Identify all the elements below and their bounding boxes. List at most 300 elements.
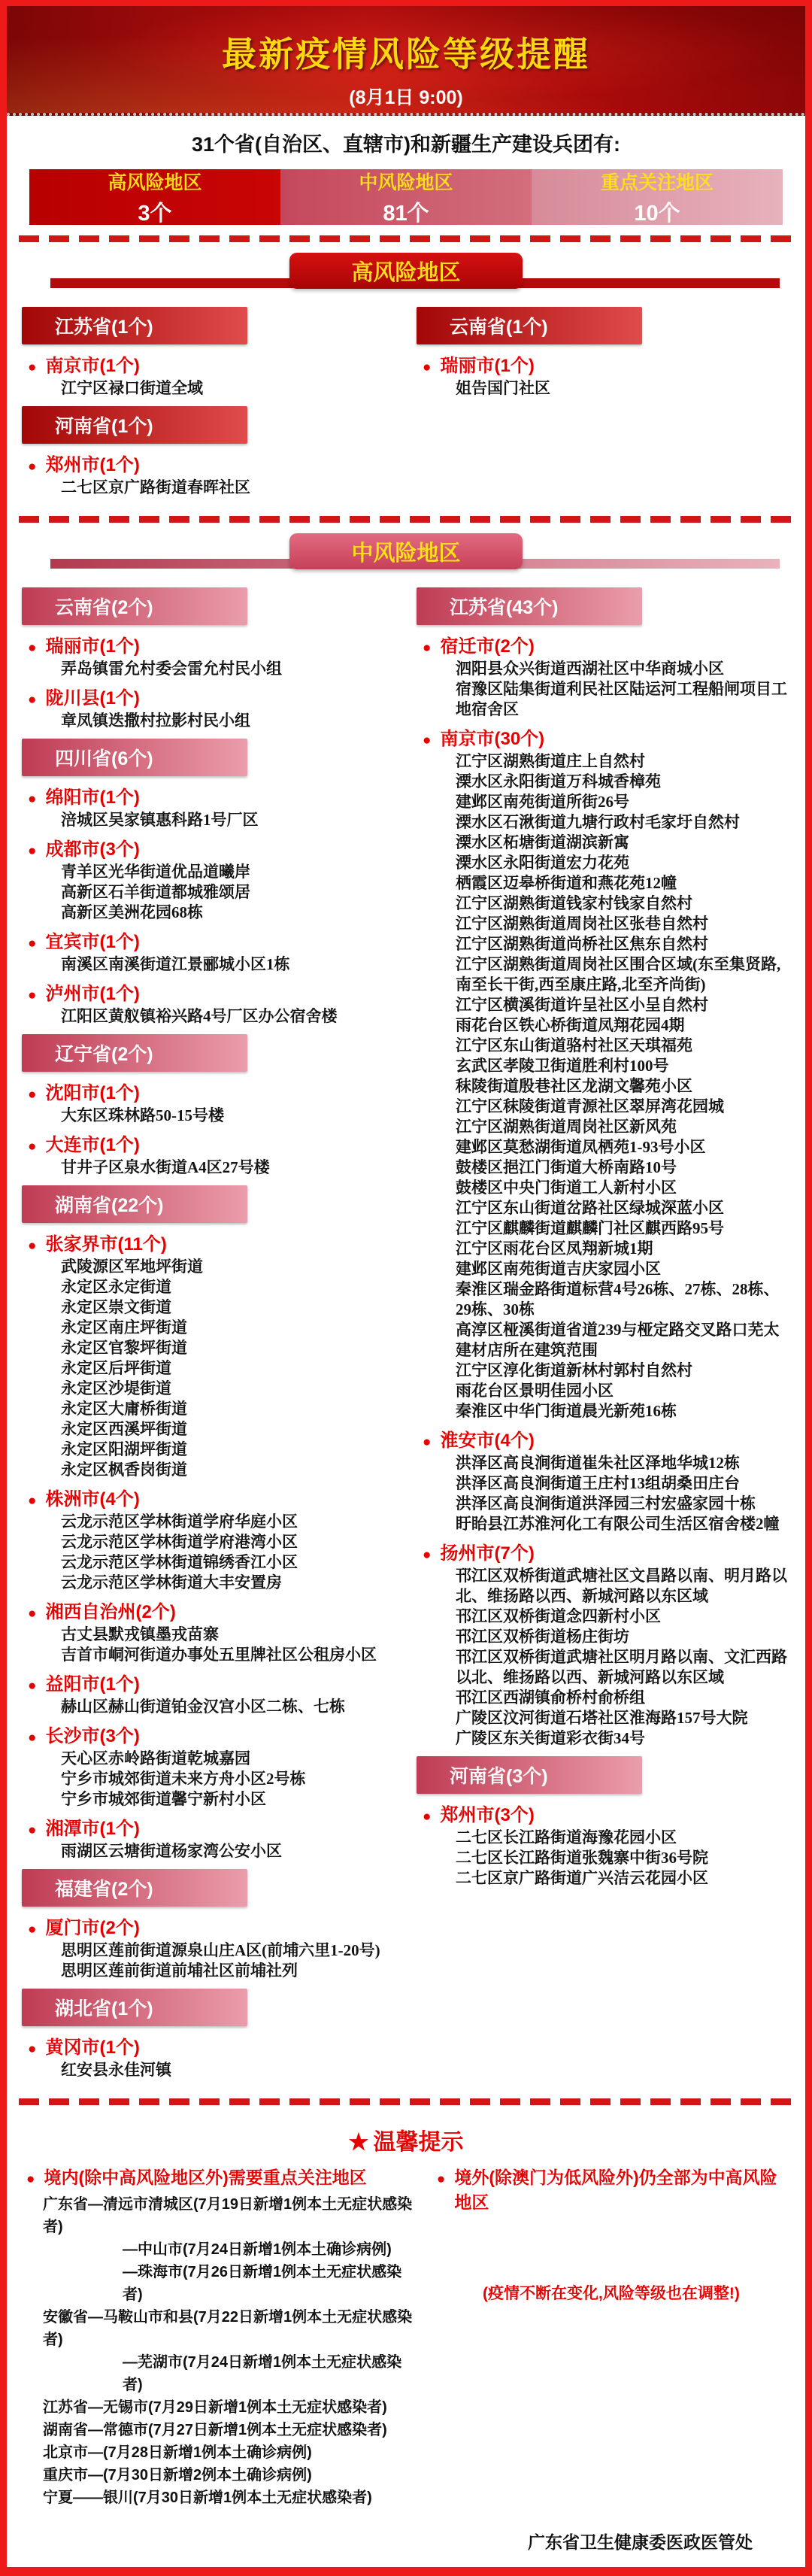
tips-heading-line <box>26 2164 417 2189</box>
area-item: 江宁区麒麟街道麒麟门社区麒西路95号 <box>456 1219 724 1237</box>
city-name: 宿迁市(2个) <box>440 636 535 657</box>
tips-overseas-heading: 境外(除澳门为低风险外)仍全部为中高风险地区 <box>454 2168 777 2212</box>
area-item: 永定区官黎坪街道 <box>61 1339 187 1357</box>
province-header <box>417 587 642 625</box>
area-item: 云龙示范区学林街道学府港湾小区 <box>61 1533 298 1551</box>
stat-label: 高风险地区 <box>108 171 202 193</box>
province-cities <box>22 782 398 1027</box>
province-cities <box>22 1229 398 1861</box>
area-item: 广陵区东关街道彩衣街34号 <box>456 1729 645 1747</box>
area-item: 宿豫区陆集街道利民社区陆运河工程船闸项目工地宿舍区 <box>456 680 787 718</box>
province-group <box>22 1989 398 2080</box>
province-cities <box>417 1800 793 1889</box>
city-name: 淮安市(4个) <box>440 1431 535 1451</box>
area-item: 雨湖区云塘街道杨家湾公安小区 <box>61 1842 282 1860</box>
section-title-badge: 中风险地区 <box>289 533 523 569</box>
city-line <box>423 1800 793 1826</box>
city-name: 大连市(1个) <box>45 1135 140 1155</box>
bullet-icon: ● <box>28 1087 37 1103</box>
area-item: 江宁区横溪街道许呈社区小呈自然村 <box>456 996 708 1014</box>
city-name: 瑞丽市(1个) <box>45 636 140 657</box>
city-line <box>28 1130 398 1156</box>
area-item: 江宁区秣陵街道青源社区翠屏湾花园城 <box>456 1097 724 1115</box>
area-item: 红安县永佳河镇 <box>61 2061 171 2079</box>
section-head <box>7 533 805 580</box>
city-areas <box>61 1625 398 1665</box>
city-areas <box>456 1453 793 1534</box>
area-item: 江宁区东山街道骆村社区天琪福苑 <box>456 1036 692 1054</box>
bullet-icon: ● <box>28 640 37 656</box>
tip-item: —芜湖市(7月24日新增1例本土无症状感染者) <box>123 2354 402 2393</box>
province-group <box>22 406 398 498</box>
area-item: 姐告国门社区 <box>456 379 550 397</box>
city-group <box>417 1800 793 1889</box>
city-line <box>28 834 398 860</box>
area-item: 溧水区永阳街道宏力花苑 <box>456 854 629 872</box>
area-item: 鼓楼区挹江门街道大桥南路10号 <box>456 1158 677 1176</box>
city-areas <box>456 1566 793 1749</box>
city-areas <box>61 1749 398 1810</box>
province-cities <box>22 1913 398 1981</box>
area-item: 江宁区湖熟街道尚桥社区焦东自然村 <box>456 935 708 953</box>
area-item: 江宁区湖熟街道周岗社区张巷自然村 <box>456 915 708 933</box>
province-group <box>22 1185 398 1861</box>
column-left <box>11 580 406 2088</box>
high-risk-section <box>7 253 805 505</box>
province-cities <box>22 350 398 399</box>
province-group <box>417 587 793 1749</box>
city-line <box>28 1913 398 1939</box>
province-header <box>22 1185 247 1223</box>
city-line <box>423 1538 793 1564</box>
area-item: 玄武区孝陵卫街道胜利村100号 <box>456 1057 669 1075</box>
area-item: 雨花台区铁心桥街道凤翔花园4期 <box>456 1016 685 1034</box>
area-item: 江阳区黄舣镇裕兴路4号厂区办公宿舍楼 <box>61 1007 338 1025</box>
city-name: 湘西自治州(2个) <box>45 1602 176 1622</box>
province-cities <box>417 631 793 1749</box>
area-item: 二七区京广路街道春晖社区 <box>61 478 250 496</box>
page-title: 最新疫情风险等级提醒 <box>222 35 590 74</box>
city-areas <box>61 2060 398 2080</box>
city-areas <box>456 378 793 399</box>
bullet-icon: ● <box>28 459 37 475</box>
area-item: 溧水区永阳街道万科城香樟苑 <box>456 772 661 790</box>
area-item: 江宁区湖熟街道庄上自然村 <box>456 752 645 770</box>
city-group <box>22 782 398 830</box>
city-name: 扬州市(7个) <box>440 1543 535 1564</box>
province-label: 江苏省(1个) <box>55 317 153 338</box>
bullet-icon: ● <box>436 2171 446 2187</box>
area-item: 永定区崇文街道 <box>61 1298 171 1316</box>
area-item: 盱眙县江苏淮河化工有限公司生活区宿舍楼2幢 <box>456 1515 780 1533</box>
province-group <box>22 587 398 731</box>
header-date: (8月1日 9:00) <box>349 87 463 108</box>
city-line <box>28 631 398 657</box>
area-item: 云龙示范区学林街道大丰安置房 <box>61 1573 282 1591</box>
city-group <box>22 1813 398 1861</box>
area-item: 宁乡市城郊街道未来方舟小区2号栋 <box>61 1770 306 1788</box>
tip-item: —珠海市(7月26日新增1例本土无症状感染者) <box>123 2264 402 2303</box>
city-areas <box>61 1512 398 1593</box>
area-item: 江宁区湖熟街道周岗社区围合区域(东至集贤路,南至长干街,西至康庄路,北至齐尚街) <box>456 955 781 994</box>
bullet-icon: ● <box>28 843 37 859</box>
area-item: 青羊区光华街道优品道曦岸 <box>61 863 250 881</box>
dashed-divider <box>19 235 793 242</box>
city-group <box>22 1484 398 1593</box>
area-item: 洪泽区高良涧街道崔朱社区泽地华城12栋 <box>456 1454 740 1472</box>
tip-item: 宁夏——银川(7月30日新增1例本土无症状感染者) <box>43 2490 372 2506</box>
city-line <box>28 683 398 709</box>
city-group <box>22 1229 398 1480</box>
province-group <box>417 1756 793 1889</box>
city-group <box>22 683 398 731</box>
stat-key-attention <box>532 169 783 225</box>
city-name: 成都市(3个) <box>45 839 140 860</box>
province-group <box>417 307 793 399</box>
column-right <box>406 580 801 1896</box>
tip-item: 广东省—清远市清城区(7月19日新增1例本土无症状感染者) <box>43 2196 413 2235</box>
area-item: 甘井子区泉水街道A4区27号楼 <box>61 1158 270 1176</box>
city-line <box>28 1078 398 1104</box>
tip-item: 湖南省—常德市(7月27日新增1例本土无症状感染者) <box>43 2422 387 2438</box>
area-item: 秦淮区瑞金路街道标营4号26栋、27栋、28栋、29栋、30栋 <box>456 1280 780 1318</box>
area-item: 武陵源区军地坪街道 <box>61 1258 203 1276</box>
city-areas <box>61 1158 398 1178</box>
province-header <box>417 1756 642 1794</box>
area-item: 邗江区双桥街道武塘社区文昌路以南、明月路以北、维扬路以西、新城河路以东区域 <box>456 1567 787 1605</box>
area-item: 溧水区石湫街道九塘行政村毛家圩自然村 <box>456 813 740 831</box>
risk-summary-row <box>29 169 783 225</box>
star-icon: ★ <box>348 2130 369 2155</box>
stat-count: 3个 <box>138 201 172 226</box>
issuer-signature: 广东省卫生健康委医政医管处 <box>528 2533 753 2552</box>
province-header <box>22 307 247 344</box>
area-item: 天心区赤岭路街道乾城嘉园 <box>61 1749 250 1767</box>
area-item: 弄岛镇雷允村委会雷允村民小组 <box>61 660 282 678</box>
city-name: 株洲市(4个) <box>45 1489 140 1509</box>
area-item: 章凤镇迭撒村拉影村民小组 <box>61 712 250 730</box>
bullet-icon: ● <box>28 2041 37 2057</box>
stat-medium-risk <box>280 169 532 225</box>
city-areas <box>61 954 398 975</box>
city-areas <box>61 1257 398 1480</box>
province-header <box>22 1989 247 2026</box>
city-name: 厦门市(2个) <box>45 1918 140 1938</box>
tip-item: 安徽省—马鞍山市和县(7月22日新增1例本土无症状感染者) <box>43 2309 413 2348</box>
area-item: 高新区石羊街道都城雅颂居 <box>61 883 250 901</box>
province-label: 河南省(1个) <box>55 416 153 437</box>
area-item: 赫山区赫山街道铂金汉宫小区二栋、七栋 <box>61 1698 345 1716</box>
stat-count: 10个 <box>634 201 680 226</box>
section-title-badge: 高风险地区 <box>289 253 523 289</box>
area-item: 溧水区柘塘街道湖滨新寓 <box>456 833 629 851</box>
area-item: 洪泽区高良涧街道洪泽园三村宏盛家园十栋 <box>456 1494 756 1513</box>
column-left <box>11 299 406 505</box>
area-item: 永定区沙堤街道 <box>61 1379 171 1397</box>
bullet-icon: ● <box>28 1606 37 1622</box>
province-header <box>417 307 642 344</box>
tips-note: (疫情不断在变化,风险等级也在调整!) <box>483 2285 740 2302</box>
section-columns <box>7 580 805 2088</box>
city-group <box>417 350 793 399</box>
city-name: 宜宾市(1个) <box>45 932 140 952</box>
province-cities <box>22 631 398 731</box>
area-item: 二七区京广路街道广兴洁云花园小区 <box>456 1869 708 1887</box>
area-item: 思明区莲前街道源泉山庄A区(前埔六里1-20号) <box>61 1941 380 1959</box>
province-group <box>22 1034 398 1178</box>
province-label: 云南省(2个) <box>55 597 153 618</box>
area-item: 邗江区双桥街道念四新村小区 <box>456 1607 661 1625</box>
stat-label: 重点关注地区 <box>600 171 714 193</box>
province-cities <box>22 2032 398 2080</box>
city-name: 南京市(1个) <box>45 356 140 376</box>
bullet-icon: ● <box>28 791 37 807</box>
tip-item: 重庆市—(7月30日新增2例本土确诊病例) <box>43 2467 312 2483</box>
intro-text: 31个省(自治区、直辖市)和新疆生产建设兵团有: <box>191 133 620 156</box>
tips-heading-line <box>437 2164 786 2213</box>
city-group <box>22 1597 398 1665</box>
city-areas <box>456 751 793 1422</box>
area-item: 广陵区汶河街道石塔社区淮海路157号大院 <box>456 1709 748 1727</box>
area-item: 大东区珠林路50-15号楼 <box>61 1106 224 1124</box>
city-group <box>22 1913 398 1981</box>
tip-item: 江苏省—无锡市(7月29日新增1例本土无症状感染者) <box>43 2399 387 2416</box>
city-group <box>22 2032 398 2080</box>
bullet-icon: ● <box>28 1922 37 1937</box>
area-item: 永定区永定街道 <box>61 1278 171 1296</box>
stat-count: 81个 <box>383 201 429 226</box>
area-item: 南溪区南溪街道江景郦城小区1栋 <box>61 955 290 973</box>
area-item: 永定区枫香岗街道 <box>61 1461 187 1479</box>
city-name: 郑州市(1个) <box>45 455 140 475</box>
bullet-icon: ● <box>28 1139 37 1154</box>
city-group <box>22 927 398 975</box>
city-areas <box>61 1841 398 1861</box>
header-banner <box>7 6 805 116</box>
city-group <box>417 1538 793 1749</box>
province-header <box>22 1034 247 1072</box>
province-label: 四川省(6个) <box>55 748 153 769</box>
area-item: 二七区长江路街道张魏寨中街36号院 <box>456 1849 708 1867</box>
city-line <box>28 350 398 377</box>
area-item: 洪泽区高良涧街道王庄村13组胡桑田庄台 <box>456 1474 740 1492</box>
section-columns <box>7 299 805 505</box>
area-item: 高新区美洲花园68栋 <box>61 903 203 921</box>
city-name: 郑州市(3个) <box>440 1805 535 1825</box>
area-item: 永定区阳湖坪街道 <box>61 1440 187 1458</box>
city-group <box>22 350 398 399</box>
area-item: 江宁区湖熟街道周岗社区新风苑 <box>456 1118 677 1136</box>
city-areas <box>456 1828 793 1889</box>
city-line <box>28 782 398 809</box>
city-areas <box>61 1940 398 1981</box>
city-group <box>417 631 793 720</box>
column-right <box>406 299 801 406</box>
city-line <box>28 1229 398 1255</box>
province-label: 湖北省(1个) <box>55 1998 153 2019</box>
province-group <box>22 307 398 399</box>
area-item: 永定区后坪街道 <box>61 1359 171 1377</box>
dashed-divider <box>19 2098 793 2105</box>
city-group <box>22 450 398 498</box>
province-cities <box>22 450 398 498</box>
area-item: 江宁区淳化街道新林村郭村自然村 <box>456 1361 692 1379</box>
area-item: 永定区南庄坪街道 <box>61 1318 187 1337</box>
city-group <box>22 979 398 1027</box>
area-item: 二七区长江路街道海豫花园小区 <box>456 1828 677 1846</box>
tips-title-text: 温馨提示 <box>373 2130 464 2155</box>
area-item: 建邺区莫愁湖街道凤栖苑1-93号小区 <box>456 1138 706 1156</box>
city-areas <box>61 1006 398 1027</box>
poster-frame <box>7 6 805 2567</box>
city-line <box>28 1484 398 1510</box>
province-group <box>22 739 398 1027</box>
area-item: 涪城区吴家镇惠科路1号厂区 <box>61 811 259 829</box>
bullet-icon: ● <box>423 1434 432 1450</box>
tips-domestic-list <box>26 2193 417 2509</box>
area-item: 吉首市峒河街道办事处五里牌社区公租房小区 <box>61 1646 377 1664</box>
province-label: 湖南省(22个) <box>55 1195 164 1216</box>
area-item: 泗阳县众兴街道西湖社区中华商城小区 <box>456 660 724 678</box>
area-item: 高淳区桠溪街道省道239与桠定路交叉路口芜太建材店所在建筑范围 <box>456 1321 780 1359</box>
area-item: 思明区莲前街道前埔社区前埔社列 <box>61 1962 298 1980</box>
bullet-icon: ● <box>28 936 37 951</box>
city-areas <box>61 810 398 830</box>
city-group <box>22 834 398 923</box>
tips-domestic-heading: 境内(除中高风险地区外)需要重点关注地区 <box>44 2168 367 2187</box>
area-item: 云龙示范区学林街道锦绣香江小区 <box>61 1553 298 1571</box>
city-name: 陇川县(1个) <box>45 688 140 708</box>
city-line <box>28 2032 398 2059</box>
province-header <box>22 739 247 776</box>
city-line <box>28 450 398 476</box>
city-group <box>22 1130 398 1178</box>
tips-domestic <box>26 2164 417 2509</box>
bullet-icon: ● <box>423 1809 432 1825</box>
bullet-icon: ● <box>26 2171 35 2187</box>
tips-section <box>7 2116 805 2567</box>
area-item: 江宁区雨花台区凤翔新城1期 <box>456 1239 653 1258</box>
bullet-icon: ● <box>28 1493 37 1509</box>
city-group <box>22 1669 398 1717</box>
bullet-icon: ● <box>28 1238 37 1254</box>
area-item: 江宁区湖熟街道钱家村钱家自然村 <box>456 894 692 912</box>
area-item: 鼓楼区中央门街道工人新村小区 <box>456 1179 677 1197</box>
province-header <box>22 1869 247 1907</box>
area-item: 江宁区东山街道岔路社区绿城深蓝小区 <box>456 1199 724 1217</box>
city-areas <box>61 478 398 498</box>
province-cities <box>417 350 793 399</box>
province-label: 河南省(3个) <box>450 1766 548 1787</box>
bullet-icon: ● <box>28 360 37 375</box>
area-item: 云龙示范区学林街道学府华庭小区 <box>61 1513 298 1531</box>
bullet-icon: ● <box>28 1730 37 1746</box>
city-name: 长沙市(3个) <box>45 1726 140 1746</box>
city-line <box>423 350 793 377</box>
city-line <box>28 1669 398 1695</box>
city-areas <box>61 711 398 731</box>
bullet-icon: ● <box>423 733 432 748</box>
city-name: 沈阳市(1个) <box>45 1083 140 1103</box>
bullet-icon: ● <box>28 988 37 1003</box>
area-item: 江宁区禄口街道全域 <box>61 379 203 397</box>
city-line <box>423 1425 793 1452</box>
city-areas <box>456 659 793 720</box>
tip-item: —中山市(7月24日新增1例本土确诊病例) <box>123 2241 392 2258</box>
city-line <box>28 1721 398 1747</box>
dashed-divider <box>19 516 793 523</box>
province-label: 江苏省(43个) <box>450 597 559 618</box>
city-name: 益阳市(1个) <box>45 1674 140 1695</box>
area-item: 永定区西溪坪街道 <box>61 1420 187 1438</box>
area-item: 永定区大庸桥街道 <box>61 1400 187 1418</box>
city-areas <box>61 378 398 399</box>
tips-overseas <box>417 2164 786 2509</box>
city-line <box>423 631 793 657</box>
area-item: 雨花台区景明佳园小区 <box>456 1382 614 1400</box>
city-line <box>423 724 793 750</box>
bullet-icon: ● <box>28 1678 37 1694</box>
city-group <box>22 1078 398 1126</box>
city-areas <box>61 659 398 679</box>
city-areas <box>61 1697 398 1717</box>
bullet-icon: ● <box>423 360 432 375</box>
stat-label: 中风险地区 <box>359 171 453 193</box>
medium-risk-section <box>7 533 805 2088</box>
province-cities <box>22 1078 398 1178</box>
section-head <box>7 253 805 299</box>
area-item: 邗江区双桥街道杨庄街坊 <box>456 1628 629 1646</box>
city-name: 南京市(30个) <box>440 729 545 749</box>
city-name: 泸州市(1个) <box>45 984 140 1004</box>
city-group <box>22 631 398 679</box>
city-line <box>28 979 398 1005</box>
city-areas <box>61 1106 398 1126</box>
city-group <box>22 1721 398 1810</box>
area-item: 秦淮区中华门街道晨光新苑16栋 <box>456 1402 677 1420</box>
area-item: 邗江区双桥街道武塘社区明月路以南、文汇西路以北、维扬路以西、新城河路以东区域 <box>456 1648 787 1686</box>
bullet-icon: ● <box>423 1547 432 1563</box>
city-name: 绵阳市(1个) <box>45 787 140 808</box>
city-name: 张家界市(11个) <box>45 1234 167 1255</box>
province-label: 云南省(1个) <box>450 317 548 338</box>
area-item: 建邺区南苑街道所街26号 <box>456 793 629 811</box>
province-group <box>22 1869 398 1981</box>
tip-item: 北京市—(7月28日新增1例本土确诊病例) <box>43 2444 312 2461</box>
city-line <box>28 1813 398 1840</box>
stat-high-risk <box>29 169 280 225</box>
province-label: 辽宁省(2个) <box>55 1044 153 1065</box>
area-item: 邗江区西湖镇俞桥村俞桥组 <box>456 1689 645 1707</box>
province-header <box>22 406 247 444</box>
area-item: 建邺区南苑街道吉庆家园小区 <box>456 1260 661 1278</box>
city-group <box>417 1425 793 1534</box>
province-label: 福建省(2个) <box>55 1879 153 1900</box>
city-line <box>28 1597 398 1623</box>
tips-columns <box>26 2164 786 2509</box>
city-areas <box>61 862 398 923</box>
bullet-icon: ● <box>28 692 37 708</box>
area-item: 栖霞区迈皋桥街道和燕花苑12幢 <box>456 874 677 892</box>
city-name: 黄冈市(1个) <box>45 2037 140 2058</box>
province-header <box>22 587 247 625</box>
area-item: 宁乡市城郊街道馨宁新村小区 <box>61 1790 266 1808</box>
city-line <box>28 927 398 953</box>
tips-title <box>26 2123 786 2156</box>
area-item: 古丈县默戎镇墨戎苗寨 <box>61 1625 219 1643</box>
area-item: 秣陵街道殷巷社区龙湖文馨苑小区 <box>456 1077 692 1095</box>
city-name: 瑞丽市(1个) <box>440 356 535 376</box>
